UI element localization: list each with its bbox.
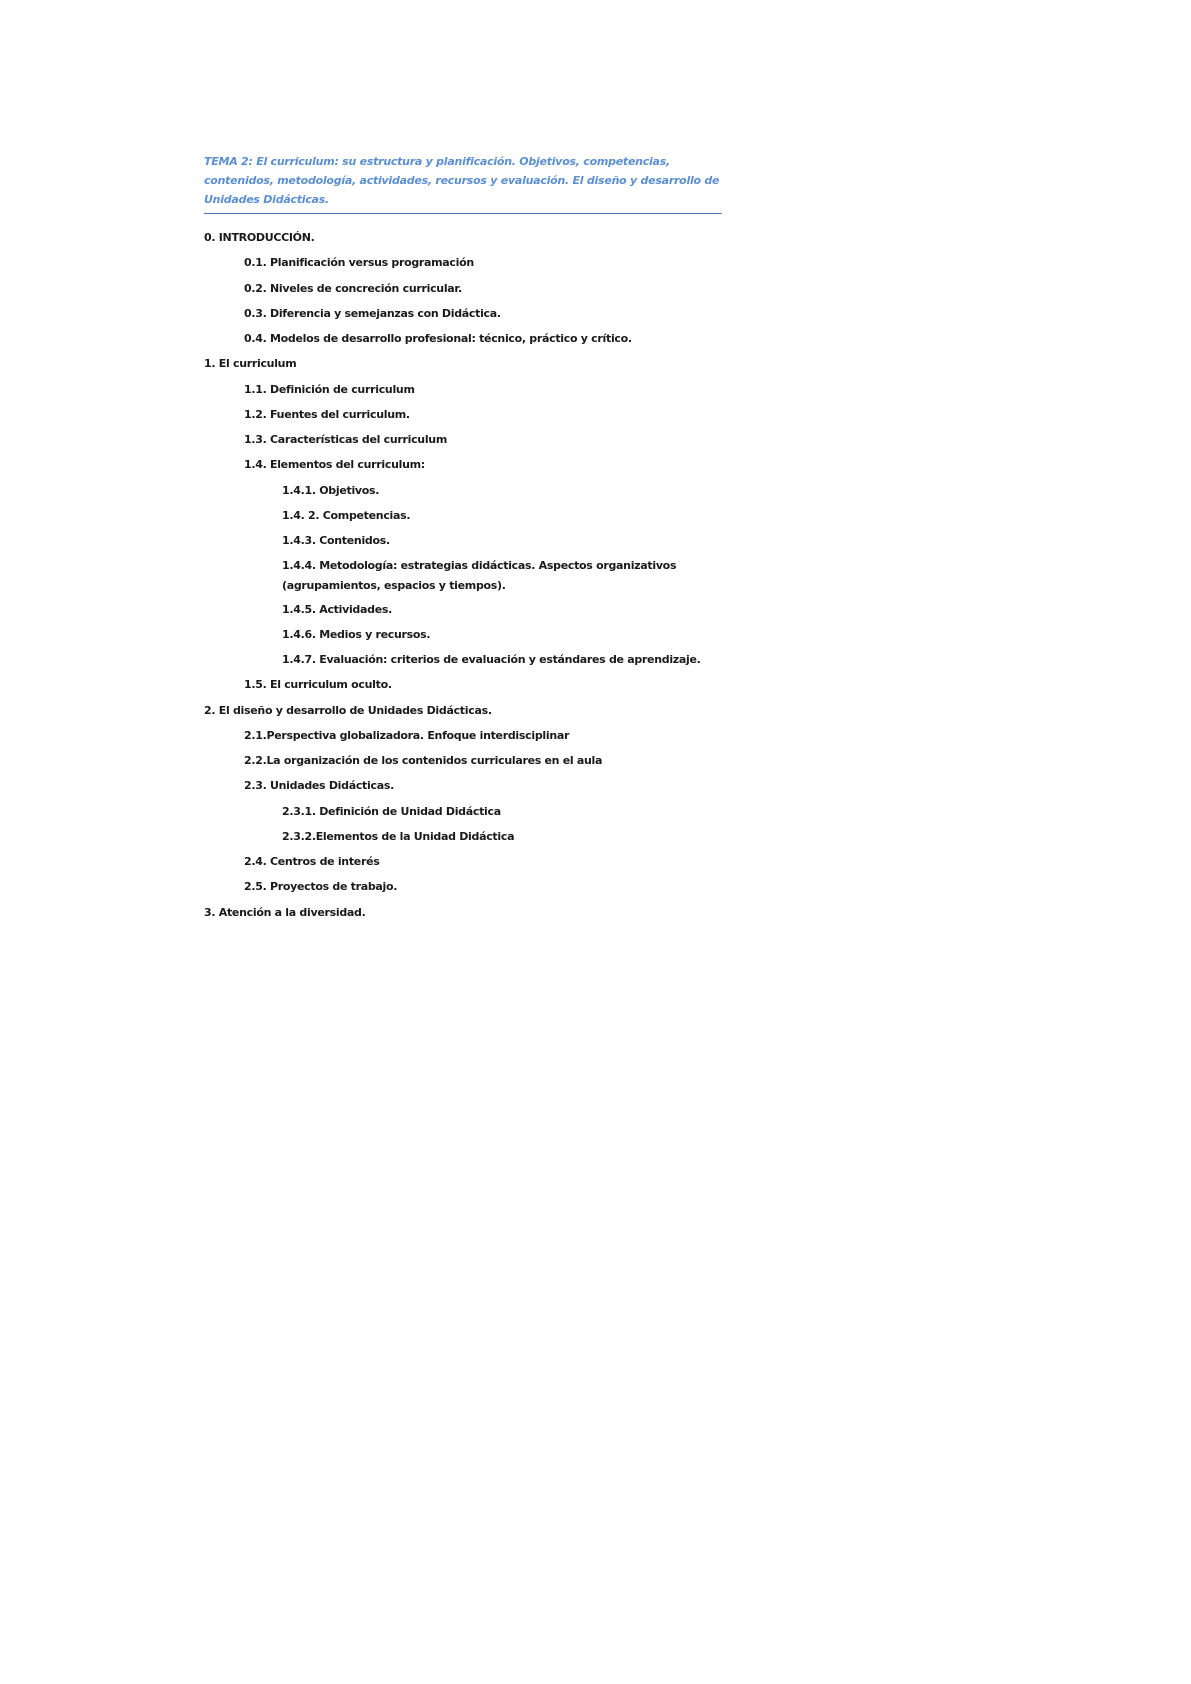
toc-item: 1.4.7. Evaluación: criterios de evaluación y estándares de aprendizaje.	[282, 653, 701, 666]
toc-item: 1. El curriculum	[204, 357, 297, 370]
toc-item: 1.4.5. Actividades.	[282, 603, 392, 616]
toc-item: 2.3.2.Elementos de la Unidad Didáctica	[282, 830, 515, 843]
toc-item: 0.1. Planificación versus programación	[244, 256, 474, 269]
toc-item: 2.3. Unidades Didácticas.	[244, 779, 394, 792]
toc-item: 1.4.6. Medios y recursos.	[282, 628, 431, 641]
toc-item: 1.4. Elementos del curriculum:	[244, 458, 425, 471]
toc-item: 0.3. Diferencia y semejanzas con Didáctica.	[244, 307, 501, 320]
title-block	[204, 152, 722, 214]
toc-item: 1.4.1. Objetivos.	[282, 484, 380, 497]
toc-item: 3. Atención a la diversidad.	[204, 906, 366, 919]
toc-item: 0.2. Niveles de concreción curricular.	[244, 282, 462, 295]
toc-item: 1.2. Fuentes del curriculum.	[244, 408, 410, 421]
toc-item: 2.5. Proyectos de trabajo.	[244, 880, 398, 893]
toc-item: 1.4.3. Contenidos.	[282, 534, 390, 547]
toc-item: 2.3.1. Definición de Unidad Didáctica	[282, 805, 501, 818]
toc-item: 1.4. 2. Competencias.	[282, 509, 411, 522]
document-title: TEMA 2: El curriculum: su estructura y planificación. Objetivos, competencias, contenidos, metodología, actividades, recursos y evaluación. El diseño y desarrollo de Unidades Didácticas.	[204, 155, 720, 206]
toc-item: 0.4. Modelos de desarrollo profesional: técnico, práctico y crítico.	[244, 332, 632, 345]
toc-item: 1.5. El curriculum oculto.	[244, 678, 392, 691]
toc-item: 1.4.4. Metodología: estrategias didácticas. Aspectos organizativos (agrupamientos, espacios y tiempos).	[282, 559, 677, 592]
toc-item: 2.1.Perspectiva globalizadora. Enfoque interdisciplinar	[244, 729, 570, 742]
toc-item: 2.2.La organización de los contenidos curriculares en el aula	[244, 754, 603, 767]
toc-item: 2.4. Centros de interés	[244, 855, 380, 868]
toc-item: 1.3. Características del curriculum	[244, 433, 447, 446]
toc-item: 0. INTRODUCCIÓN.	[204, 231, 315, 244]
toc-item: 1.1. Definición de curriculum	[244, 383, 415, 396]
toc-item: 2. El diseño y desarrollo de Unidades Didácticas.	[204, 704, 492, 717]
